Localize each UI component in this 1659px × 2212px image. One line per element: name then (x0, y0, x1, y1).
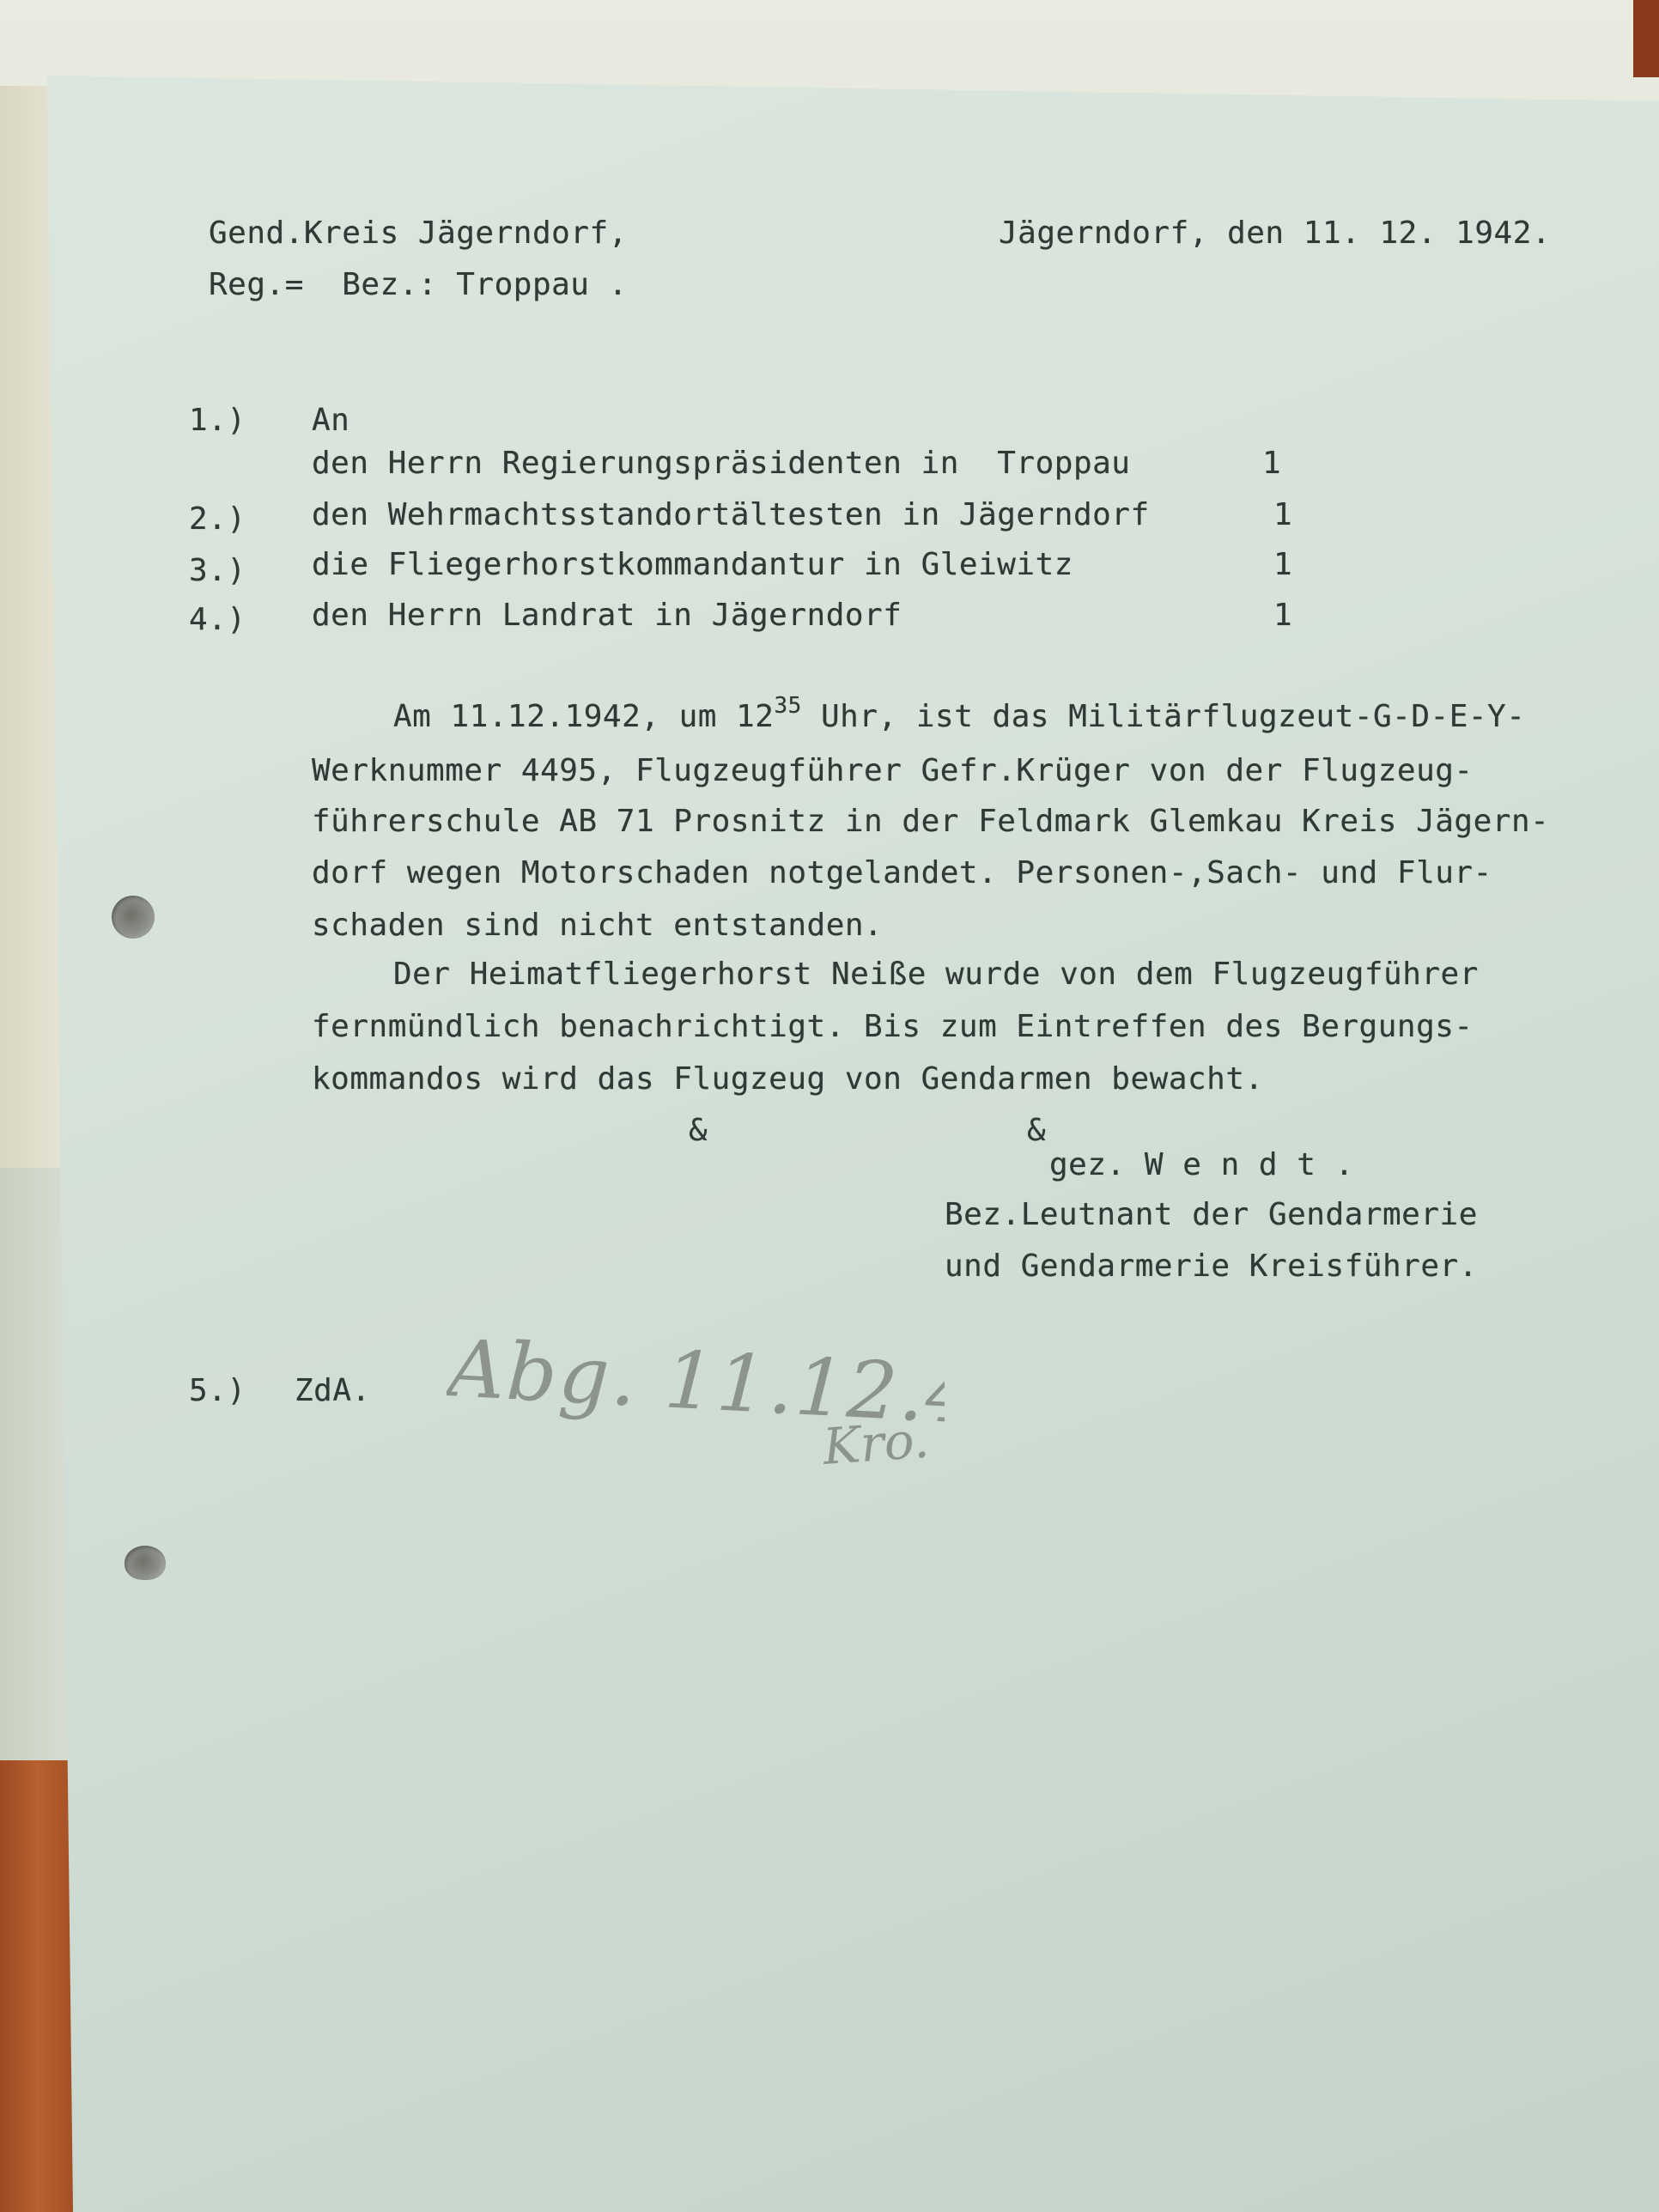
recipient-num: 2.) (189, 501, 246, 537)
ampersand-mark: & (1027, 1113, 1047, 1148)
sender-line-1: Gend.Kreis Jägerndorf, (209, 216, 628, 251)
handwritten-date: Abg. 11.12.42. (447, 1322, 945, 1447)
body-line: dorf wegen Motorschaden notgelandet. Personen-,Sach- und Flur- (312, 855, 1492, 890)
rank-line-2: und Gendarmerie Kreisführer. (945, 1249, 1478, 1284)
background-corner (1633, 0, 1659, 77)
recipient-num: 1.) (189, 403, 246, 438)
recipient-count: 1 (1273, 547, 1293, 582)
recipient-num: 4.) (189, 602, 246, 637)
place-date: Jägerndorf, den 11. 12. 1942. (999, 216, 1552, 251)
document-sheet (47, 76, 1659, 2212)
footer-num: 5.) (189, 1373, 246, 1408)
punch-hole-bottom (125, 1546, 166, 1580)
body-line: fernmündlich benachrichtigt. Bis zum Eintreffen des Bergungs- (312, 1009, 1474, 1044)
body-line: Werknummer 4495, Flugzeugführer Gefr.Krüger von der Flugzeug- (312, 753, 1474, 788)
ampersand-mark: & (689, 1113, 708, 1148)
rank-line-1: Bez.Leutnant der Gendarmerie (945, 1197, 1478, 1232)
recipient-num: 3.) (189, 553, 246, 588)
recipient-text: die Fliegerhorstkommandantur in Gleiwitz (312, 547, 1073, 582)
time-minutes: 35 (774, 693, 802, 719)
body-text: Am 11.12.1942, um 12 (393, 699, 775, 734)
handwritten-initials: Kro. (821, 1410, 932, 1476)
recipient-count: 1 (1273, 497, 1293, 532)
sender-line-2: Reg.= Bez.: Troppau . (209, 267, 628, 302)
recipient-text: den Herrn Regierungspräsidenten in Troppau (312, 446, 1131, 481)
recipient-text: An (312, 403, 350, 438)
body-line: schaden sind nicht entstanden. (312, 908, 884, 943)
body-line: Der Heimatfliegerhorst Neiße wurde von dem Flugzeugführer (393, 957, 1479, 992)
background-paper-left-lower (0, 1168, 69, 1769)
body-text: Uhr, ist das Militärflugzeut-G-D-E-Y- (801, 699, 1526, 734)
handwritten-note (447, 1314, 945, 1486)
punch-hole-top (112, 896, 155, 939)
recipient-count: 1 (1262, 446, 1282, 481)
recipient-text: den Herrn Landrat in Jägerndorf (312, 598, 902, 633)
recipient-text: den Wehrmachtsstandortältesten in Jägerndorf (312, 497, 1150, 532)
body-line (393, 693, 1526, 734)
body-line: führerschule AB 71 Prosnitz in der Feldmark Glemkau Kreis Jägern- (312, 804, 1550, 839)
footer-text: ZdA. (295, 1373, 371, 1408)
signed-by: gez. W e n d t . (1049, 1147, 1354, 1182)
body-line: kommandos wird das Flugzeug von Gendarmen bewacht. (312, 1061, 1264, 1097)
recipient-count: 1 (1273, 598, 1293, 633)
